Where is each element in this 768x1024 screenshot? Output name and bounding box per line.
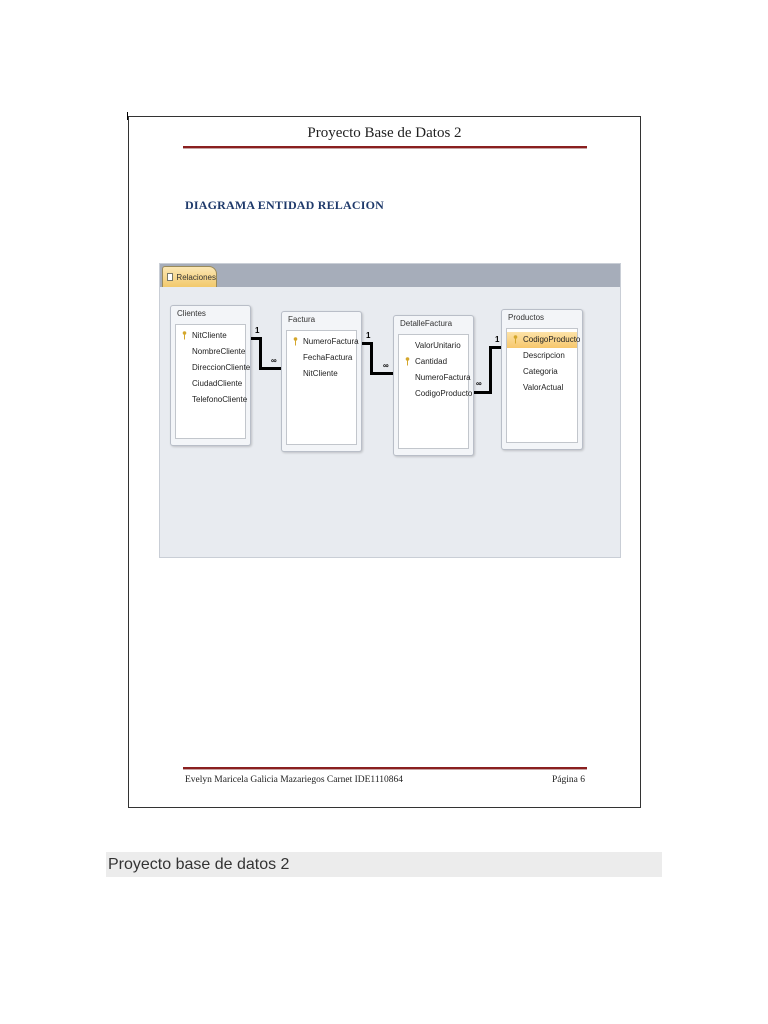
field-list: [506, 328, 581, 443]
table-title: DetalleFactura: [400, 319, 453, 328]
relation-line[interactable]: [491, 346, 501, 349]
field-item[interactable]: FechaFactura: [303, 353, 353, 362]
table-productos[interactable]: [501, 309, 583, 450]
field-item-selected[interactable]: CodigoProducto: [507, 332, 577, 348]
document-page: [128, 116, 641, 808]
field-list: [175, 324, 251, 439]
relationships-icon: [167, 273, 173, 281]
field-item[interactable]: CiudadCliente: [192, 379, 243, 388]
relation-many-label: ∞: [271, 356, 277, 365]
field-item[interactable]: NitCliente: [303, 369, 338, 378]
relation-line[interactable]: [259, 367, 281, 370]
field-item[interactable]: Descripcion: [523, 351, 565, 360]
relation-line[interactable]: [370, 342, 373, 375]
key-icon: [513, 335, 518, 344]
field-item[interactable]: Categoria: [523, 367, 558, 376]
relation-line[interactable]: [370, 372, 393, 375]
footer-author: Evelyn Maricela Galicia Mazariegos Carnet IDE1110864: [185, 775, 403, 785]
table-factura[interactable]: [281, 311, 362, 452]
relation-line[interactable]: [474, 391, 491, 394]
relation-many-label: ∞: [383, 361, 389, 370]
relationships-window: [159, 263, 621, 558]
header-title: Proyecto Base de Datos 2: [307, 125, 462, 141]
field-list: [398, 334, 473, 449]
field-item[interactable]: CodigoProducto: [415, 389, 473, 398]
tab-bar: [160, 264, 620, 287]
field-item[interactable]: NumeroFactura: [287, 334, 356, 350]
key-icon: [182, 331, 187, 340]
field-item[interactable]: ValorUnitario: [415, 341, 461, 350]
relation-line[interactable]: [259, 337, 262, 370]
field-item[interactable]: Cantidad: [399, 354, 468, 370]
table-title: Productos: [508, 313, 545, 322]
field-item[interactable]: DireccionCliente: [192, 363, 251, 372]
table-clientes[interactable]: [170, 305, 251, 446]
table-title: Clientes: [177, 309, 206, 318]
field-item[interactable]: NumeroFactura: [415, 373, 471, 382]
field-item[interactable]: ValorActual: [523, 383, 564, 392]
field-item[interactable]: NitCliente: [176, 328, 245, 344]
tab-label: Relaciones: [176, 272, 216, 282]
field-item[interactable]: NombreCliente: [192, 347, 246, 356]
footer-rule: [183, 767, 587, 770]
relation-one-label: 1: [366, 331, 371, 340]
table-title: Factura: [288, 315, 316, 324]
footer-page-number: Página 6: [552, 775, 585, 785]
relation-one-label: 1: [255, 326, 260, 335]
relation-one-label: 1: [495, 335, 500, 344]
field-list: [286, 330, 357, 445]
section-heading: DIAGRAMA ENTIDAD RELACION: [185, 198, 385, 212]
key-icon: [405, 357, 410, 366]
key-icon: [293, 337, 298, 346]
field-item[interactable]: TelefonoCliente: [192, 395, 248, 404]
relation-many-label: ∞: [476, 379, 482, 388]
header-rule: [183, 146, 587, 149]
tab-relaciones[interactable]: [162, 266, 217, 287]
table-detallefactura[interactable]: [393, 315, 474, 456]
relation-line[interactable]: [489, 346, 492, 394]
document-caption[interactable]: Proyecto base de datos 2: [106, 852, 662, 877]
